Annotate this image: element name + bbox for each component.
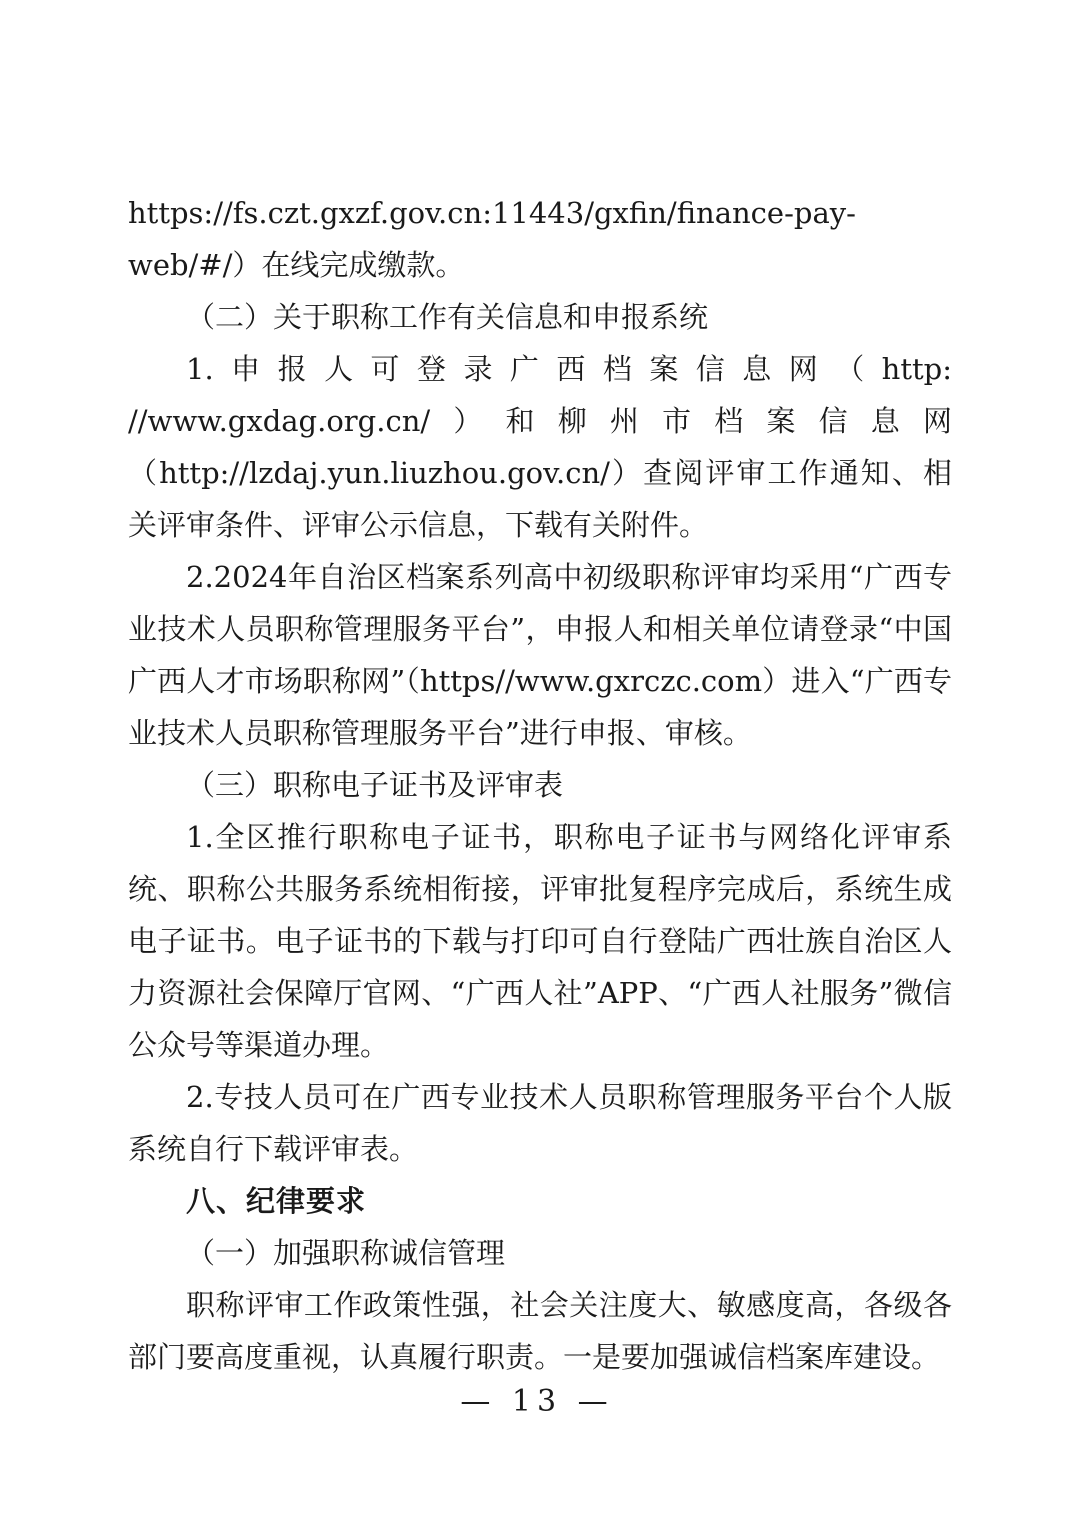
section-2-item-1: 1.申报人可登录广西档案信息网（http: //www.gxdag.org.cn/）和柳州市档案信息网（http://lzdaj.yun.liuzhou.gov.cn/）查阅评审工作通知、相关评审条件、评审公示信息，下载有关附件。	[128, 352, 952, 542]
page-number: — 13 —	[460, 1384, 614, 1419]
section-3-item-1: 1.全区推行职称电子证书，职称电子证书与网络化评审系统、职称公共服务系统相衔接，评审批复程序完成后，系统生成电子证书。电子证书的下载与打印可自行登陆广西壮族自治区人力资源社会保障厅官网、“广西人社”APP、“广西人社服务”微信公众号等渠道办理。	[128, 820, 952, 1062]
section-3-subheading: （三）职称电子证书及评审表	[186, 768, 564, 802]
paragraph-continuation: https://fs.czt.gxzf.gov.cn:11443/gxfin/finance-pay-web/#/）在线完成缴款。	[128, 196, 856, 282]
section-1-subheading: （一）加强职称诚信管理	[186, 1236, 506, 1270]
section-2-subheading: （二）关于职称工作有关信息和申报系统	[186, 300, 709, 334]
section-1-body: 职称评审工作政策性强，社会关注度大、敏感度高，各级各部门要高度重视，认真履行职责。一是要加强诚信档案库建设。	[128, 1288, 952, 1374]
chapter-8-heading: 八、纪律要求	[186, 1184, 367, 1218]
page-footer	[0, 1384, 1074, 1419]
document-body	[128, 187, 952, 1383]
section-3-item-2: 2.专技人员可在广西专业技术人员职称管理服务平台个人版系统自行下载评审表。	[128, 1080, 952, 1166]
section-2-item-2: 2.2024年自治区档案系列高中初级职称评审均采用“广西专业技术人员职称管理服务平台”，申报人和相关单位请登录“中国广西人才市场职称网”（https//www.gxrczc.com）进入“广西专业技术人员职称管理服务平台”进行申报、审核。	[128, 560, 952, 750]
